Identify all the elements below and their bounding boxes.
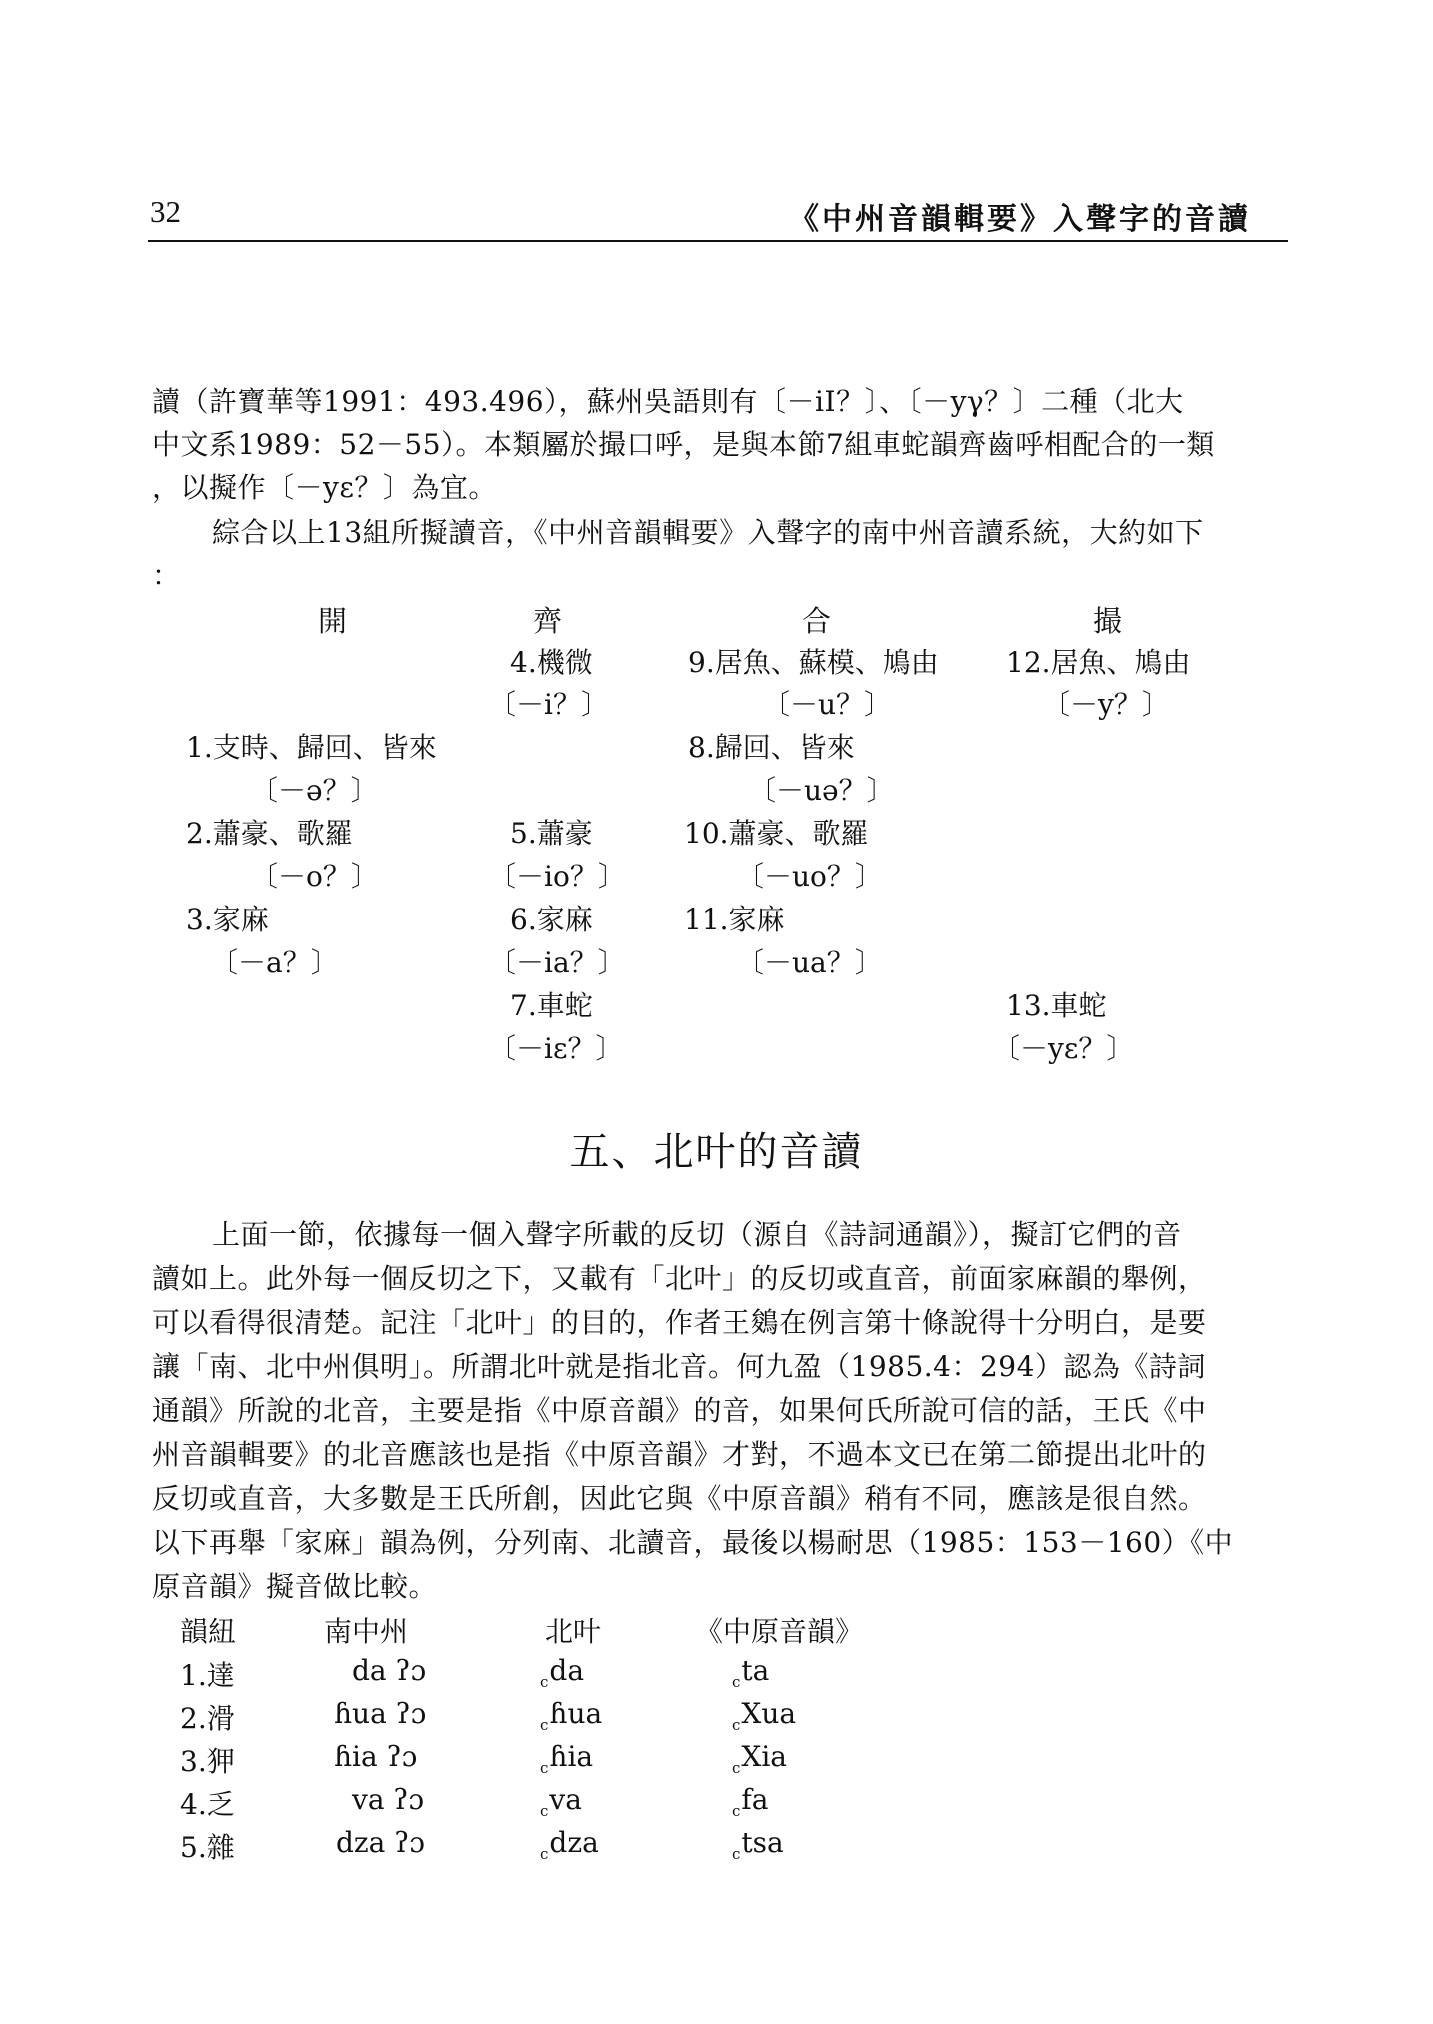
paragraph-1-line-2: 中文系1989：52－55）。本類屬於撮口呼，是與本節7組車蛇韻齊齒呼相配合的一類 — [152, 428, 1215, 461]
tone-mark: c — [540, 1845, 549, 1863]
compare-header-north: 北叶 — [545, 1615, 602, 1648]
compare-row-char: 1.達 — [180, 1659, 235, 1692]
system-entry-ipa: 〔－u？〕 — [762, 688, 893, 721]
system-entry-name: 10.蕭豪、歌羅 — [684, 817, 869, 850]
system-entry-name: 11.家麻 — [684, 903, 785, 936]
system-entry-ipa: 〔－uo？〕 — [736, 860, 883, 893]
tone-mark: c — [540, 1716, 549, 1734]
compare-header-zhongyuan: 《中原音韻》 — [695, 1615, 864, 1648]
zhongyuan-value: tsa — [741, 1826, 784, 1859]
system-entry-ipa: 〔－y？〕 — [1042, 688, 1170, 721]
tone-mark: c — [732, 1845, 741, 1863]
compare-row-north — [540, 1826, 599, 1863]
system-entry-ipa: 〔－io？〕 — [488, 860, 626, 893]
section-title: 五、北叶的音讀 — [569, 1129, 864, 1175]
north-value: ɦia — [549, 1740, 594, 1773]
system-entry-ipa: 〔－ia？〕 — [488, 946, 626, 979]
compare-row-zhongyuan — [732, 1740, 787, 1777]
compare-row-char: 4.乏 — [180, 1788, 235, 1821]
compare-row-char: 2.滑 — [180, 1702, 235, 1735]
compare-row-north — [540, 1783, 582, 1820]
paragraph-3-line-1: 上面一節，依據每一個入聲字所載的反切（源自《詩詞通韻》），擬訂它們的音 — [212, 1218, 1182, 1251]
compare-row-zhongyuan — [732, 1826, 784, 1863]
zhongyuan-value: Xua — [741, 1697, 797, 1730]
system-header-qi: 齊 — [533, 604, 563, 638]
paragraph-3-line-9: 原音韻》擬音做比較。 — [152, 1570, 438, 1603]
tone-mark: c — [540, 1759, 549, 1777]
compare-row-zhongyuan — [732, 1697, 797, 1734]
system-entry-name: 9.居魚、蘇模、鳩由 — [688, 646, 939, 679]
system-entry-ipa: 〔－iε？〕 — [488, 1032, 624, 1065]
paragraph-2-line-2: ： — [152, 559, 181, 592]
compare-header-yunniu: 韻紐 — [180, 1615, 237, 1648]
compare-row-south: va ʔɔ — [352, 1783, 425, 1816]
system-entry-name: 5.蕭豪 — [510, 817, 593, 850]
compare-row-south: dza ʔɔ — [336, 1826, 425, 1859]
compare-row-char: 5.雜 — [180, 1831, 235, 1864]
compare-row-north — [540, 1654, 585, 1691]
compare-row-south: ɦia ʔɔ — [334, 1740, 418, 1773]
header-rule — [148, 240, 1288, 242]
paragraph-3-line-7: 反切或直音，大多數是王氏所創，因此它與《中原音韻》稍有不同，應該是很自然。 — [152, 1482, 1207, 1515]
system-entry-name: 3.家麻 — [186, 903, 269, 936]
tone-mark: c — [732, 1802, 741, 1820]
tone-mark: c — [540, 1802, 549, 1820]
system-header-he: 合 — [802, 604, 832, 638]
system-entry-name: 2.蕭豪、歌羅 — [186, 817, 353, 850]
running-title: 《中州音韻輯要》入聲字的音讀 — [789, 202, 1251, 237]
compare-row-zhongyuan — [732, 1783, 769, 1820]
system-entry-name: 4.機微 — [510, 646, 593, 679]
system-entry-name: 1.支時、歸回、皆來 — [186, 731, 437, 764]
system-entry-ipa: 〔－o？〕 — [250, 860, 379, 893]
north-value: ɦua — [549, 1697, 603, 1730]
zhongyuan-value: Xia — [741, 1740, 787, 1773]
paragraph-3-line-8: 以下再舉「家麻」韻為例，分列南、北讀音，最後以楊耐思（1985：153－160）《中 — [152, 1526, 1234, 1559]
paragraph-3-line-6: 州音韻輯要》的北音應該也是指《中原音韻》才對，不過本文已在第二節提出北叶的 — [152, 1438, 1207, 1471]
system-entry-ipa: 〔－ua？〕 — [736, 946, 883, 979]
tone-mark: c — [732, 1716, 741, 1734]
tone-mark: c — [540, 1673, 549, 1691]
compare-row-char: 3.狎 — [180, 1745, 235, 1778]
system-entry-ipa: 〔－yε？〕 — [992, 1032, 1135, 1065]
zhongyuan-value: ta — [741, 1654, 770, 1687]
paragraph-1-line-1: 讀（許寶華等1991：493.496），蘇州吳語則有〔－iI？〕、〔－yγ？〕二種（北大 — [152, 385, 1184, 418]
system-entry-name: 8.歸回、皆來 — [688, 731, 855, 764]
system-entry-name: 7.車蛇 — [510, 989, 593, 1022]
page-number: 32 — [150, 194, 181, 229]
compare-header-south: 南中州 — [324, 1615, 409, 1648]
compare-row-north — [540, 1740, 594, 1777]
tone-mark: c — [732, 1673, 741, 1691]
compare-row-north — [540, 1697, 603, 1734]
north-value: da — [549, 1654, 585, 1687]
paragraph-3-line-2: 讀如上。此外每一個反切之下，又載有「北叶」的反切或直音，前面家麻韻的舉例， — [152, 1262, 1207, 1295]
system-entry-name: 12.居魚、鳩由 — [1006, 646, 1191, 679]
compare-row-zhongyuan — [732, 1654, 770, 1691]
compare-row-south: da ʔɔ — [352, 1654, 427, 1687]
system-entry-ipa: 〔－i？〕 — [488, 688, 609, 721]
paragraph-2-line-1: 綜合以上13組所擬讀音，《中州音韻輯要》入聲字的南中州音讀系統，大約如下 — [212, 516, 1204, 549]
zhongyuan-value: fa — [741, 1783, 769, 1816]
system-entry-name: 6.家麻 — [510, 903, 593, 936]
paragraph-1-line-3: ，以擬作〔－yε？〕為宜。 — [152, 471, 497, 504]
compare-row-south: ɦua ʔɔ — [334, 1697, 427, 1730]
system-header-kai: 開 — [318, 604, 348, 638]
north-value: va — [549, 1783, 582, 1816]
system-entry-ipa: 〔－ə？〕 — [250, 774, 379, 807]
paragraph-3-line-3: 可以看得很清楚。記注「北叶」的目的，作者王鵕在例言第十條說得十分明白，是要 — [152, 1306, 1207, 1339]
paragraph-3-line-4: 讓「南、北中州俱明」。所謂北叶就是指北音。何九盈（1985.4：294）認為《詩詞 — [152, 1350, 1206, 1383]
system-header-cuo: 撮 — [1093, 604, 1123, 638]
paragraph-3-line-5: 通韻》所說的北音，主要是指《中原音韻》的音，如果何氏所說可信的話，王氏《中 — [152, 1394, 1207, 1427]
north-value: dza — [549, 1826, 599, 1859]
system-entry-ipa: 〔－uə？〕 — [748, 774, 895, 807]
system-entry-ipa: 〔－a？〕 — [210, 946, 339, 979]
system-entry-name: 13.車蛇 — [1006, 989, 1107, 1022]
tone-mark: c — [732, 1759, 741, 1777]
